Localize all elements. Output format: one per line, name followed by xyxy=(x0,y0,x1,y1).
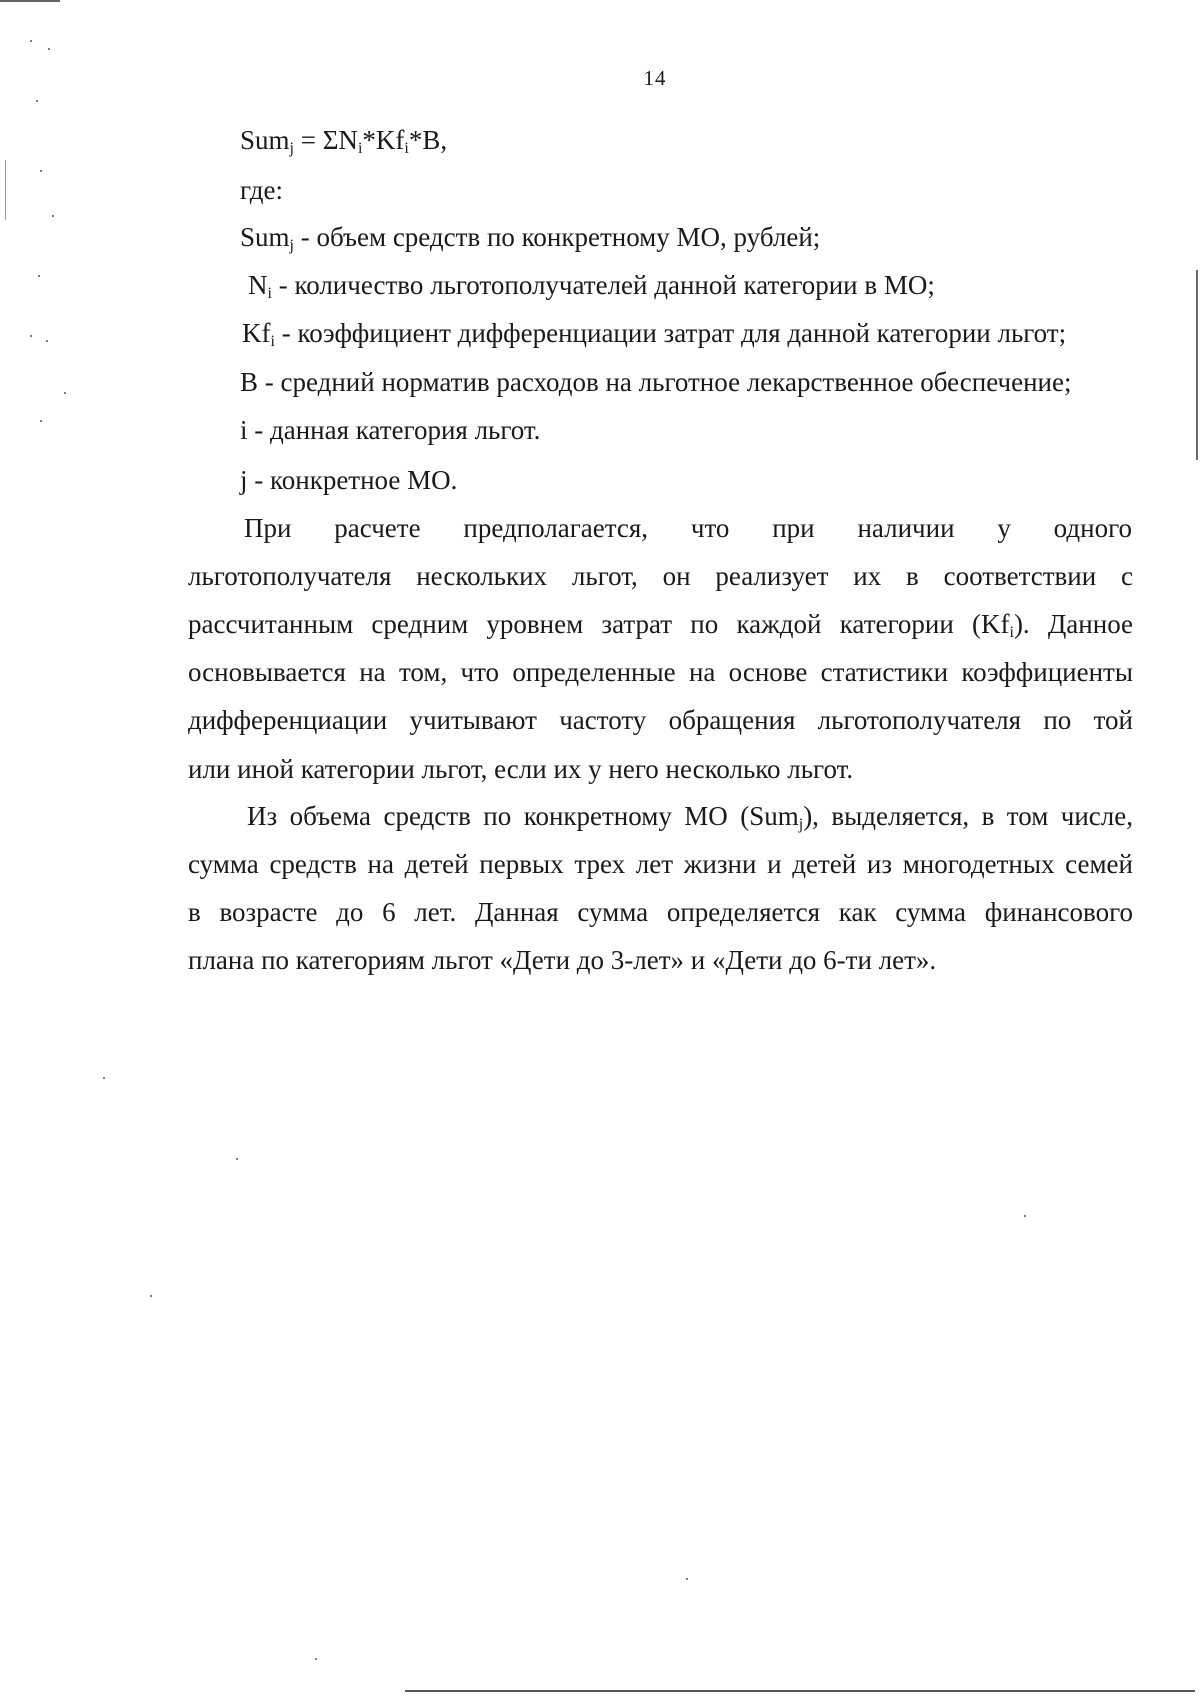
definition-text: - объем средств по конкретному МО, рублей; xyxy=(293,222,821,252)
paragraph-subscript: j xyxy=(798,816,804,833)
formula-rhs: *B, xyxy=(408,125,448,155)
paragraph-text: рассчитанным средним уровнем затрат по каждой категории (Kf xyxy=(188,609,1010,639)
paragraph-line: сумма средств на детей первых трех лет жизни и детей из многодетных семей xyxy=(188,849,1133,879)
paragraph-line: основывается на том, что определенные на основе статистики коэффициенты xyxy=(188,657,1133,687)
scan-edge-bottom xyxy=(405,1690,1195,1692)
formula-lhs: Sum xyxy=(240,125,290,155)
definition-symbol: i xyxy=(240,415,248,445)
paragraph-subscript: i xyxy=(1009,624,1014,641)
scan-speck xyxy=(46,340,48,342)
scan-speck xyxy=(30,40,32,42)
scan-speck xyxy=(30,335,32,337)
paragraph-line: или иной категории льгот, если их у него несколько льгот. xyxy=(188,754,854,784)
definition-text: - данная категория льгот. xyxy=(247,415,541,445)
paragraph-line: дифференциации учитывают частоту обращения льготополучателя по той xyxy=(188,705,1133,735)
scan-speck xyxy=(150,1295,152,1297)
formula-n-sub: i xyxy=(357,140,363,157)
definition-sum xyxy=(240,221,820,253)
definition-j xyxy=(240,464,457,496)
scan-speck xyxy=(36,100,38,102)
formula-kf-sub: i xyxy=(404,140,409,157)
scan-speck xyxy=(5,160,6,220)
paragraph-line: льготополучателя нескольких льгот, он реализует их в соответствии с xyxy=(188,561,1133,591)
definition-text: - конкретное МО. xyxy=(247,465,458,495)
scan-speck xyxy=(40,170,42,172)
paragraph-text: ), выделяется, в том числе, xyxy=(803,801,1133,831)
definition-b xyxy=(240,366,1072,398)
definition-symbol: N xyxy=(248,270,268,300)
page-number: 14 xyxy=(643,66,667,90)
scan-speck xyxy=(1024,1215,1026,1217)
definition-symbol: j xyxy=(240,465,248,495)
definition-subscript: i xyxy=(267,285,272,302)
formula-lhs-sub: j xyxy=(289,140,294,157)
definition-subscript: j xyxy=(289,237,294,254)
paragraph-text: ). Данное xyxy=(1013,609,1134,639)
formula xyxy=(240,124,447,156)
definition-i xyxy=(240,414,540,446)
scan-speck xyxy=(48,48,50,50)
definition-symbol: Kf xyxy=(242,318,271,348)
where-label: где: xyxy=(240,175,283,205)
scan-edge-right xyxy=(1196,270,1198,460)
definition-symbol: B xyxy=(240,367,259,397)
scan-speck xyxy=(40,420,42,422)
scan-speck xyxy=(38,275,40,277)
scan-edge-top xyxy=(0,0,60,2)
definition-kf xyxy=(242,317,1066,349)
scan-speck xyxy=(103,1077,105,1079)
paragraph-line: в возрасте до 6 лет. Данная сумма определяется как сумма финансового xyxy=(188,897,1133,927)
definition-text: - коэффициент дифференциации затрат для данной категории льгот; xyxy=(274,318,1067,348)
paragraph-line: плана по категориям льгот «Дети до 3-лет» и «Дети до 6-ти лет». xyxy=(188,945,937,975)
definition-text: - средний норматив расходов на льготное лекарственное обеспечение; xyxy=(258,367,1072,397)
scan-speck xyxy=(686,1578,688,1580)
scan-speck xyxy=(236,1158,238,1160)
definition-text: - количество льготополучателей данной категории в МО; xyxy=(271,270,935,300)
scan-speck xyxy=(315,1658,317,1660)
paragraph-text: Из объема средств по конкретному МО (Sum xyxy=(247,801,799,831)
definition-subscript: i xyxy=(270,333,275,350)
definition-symbol: Sum xyxy=(240,222,290,252)
scan-speck xyxy=(52,215,54,217)
formula-eq: = ΣN xyxy=(293,125,358,155)
paragraph-line xyxy=(188,608,1133,640)
paragraph-line xyxy=(247,800,1133,832)
paragraph-line: При расчете предполагается, что при наличии у одного xyxy=(244,513,1132,543)
formula-mid: *Kf xyxy=(362,125,405,155)
scan-speck xyxy=(64,392,66,394)
definition-n xyxy=(248,269,935,301)
